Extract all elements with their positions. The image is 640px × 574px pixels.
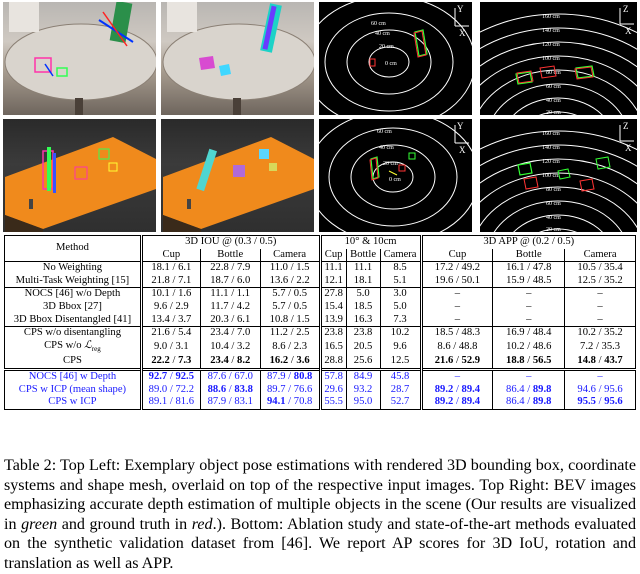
bev2-ring-80: 80 cm [546, 70, 561, 76]
bev2-axis-z: Z [623, 4, 629, 14]
bev3-axis-x: X [459, 145, 466, 155]
bev3-ring-20: 20 cm [383, 161, 398, 167]
cell-value: 9.0 / 3.1 [141, 340, 200, 356]
bev2-ring-20: 20 cm [546, 110, 561, 115]
row-method: CPS w ICP (mean shape) [18, 383, 127, 395]
figure-grid [3, 2, 637, 232]
scene-render-4 [161, 119, 314, 232]
cell-value: 84.9 [346, 370, 380, 384]
table-row [5, 370, 636, 384]
cell-value: 11.0 / 1.5 [260, 262, 320, 275]
cell-value: 10.5 / 35.4 [565, 262, 636, 275]
cell-value: 18.5 / 48.3 [421, 327, 493, 340]
cell-value: 8.6 / 48.8 [421, 340, 493, 356]
cell-value: 89.0 / 72.2 [141, 384, 200, 397]
cell-value: 12.1 [320, 275, 346, 288]
cell-value: 52.7 [380, 396, 421, 409]
bev4-ring-40: 40 cm [546, 215, 561, 221]
cell-value: 5.7 / 0.5 [260, 288, 320, 301]
col-bottle: Bottle [346, 249, 380, 262]
photo-table-orange-2 [161, 119, 314, 232]
figure-caption [4, 456, 636, 574]
cell-value: – [493, 314, 565, 327]
cell-value: 10.2 [380, 327, 421, 340]
bev1-axis-x: X [459, 28, 466, 38]
cell-value: 8.5 [380, 262, 421, 275]
cell-value: 89.2 / 89.4 [421, 384, 493, 397]
bev-top-right [480, 2, 637, 115]
cell-value: 25.6 [346, 355, 380, 369]
bev4-ring-80: 80 cm [546, 187, 561, 193]
bev-bottom-left [319, 119, 472, 232]
col-cup: Cup [141, 249, 200, 262]
scene-render-2 [161, 2, 314, 115]
cell-value: 5.7 / 0.5 [260, 301, 320, 314]
table-row [5, 340, 636, 356]
row-method: CPS w/o disentangling [5, 327, 142, 340]
cell-value: 21.6 / 5.4 [141, 327, 200, 340]
cell-value: – [421, 370, 493, 384]
cell-value: 9.6 [380, 340, 421, 356]
cell-value: 89.7 / 76.6 [260, 384, 320, 397]
cell-value: 95.0 [346, 396, 380, 409]
photo-table-round-2 [161, 2, 314, 115]
bev4-ring-100: 100 cm [542, 173, 560, 179]
bev3-ring-40: 40 cm [379, 145, 394, 151]
cell-value: 13.9 [320, 314, 346, 327]
cell-value: 10.2 / 48.6 [493, 340, 565, 356]
cell-value: 10.4 / 3.2 [200, 340, 260, 356]
cell-value: 87.6 / 67.0 [200, 370, 260, 384]
table-row [5, 396, 636, 409]
cell-value: 45.8 [380, 370, 421, 384]
cell-value: 28.8 [320, 355, 346, 369]
col-camera: Camera [260, 249, 320, 262]
cell-value: 11.2 / 2.5 [260, 327, 320, 340]
cell-value: – [421, 288, 493, 301]
table-row [5, 301, 636, 314]
table-row [5, 314, 636, 327]
col-cup: Cup [421, 249, 493, 262]
cell-value: 16.5 [320, 340, 346, 356]
ablation-table [4, 235, 636, 410]
bev3-ring-60: 60 cm [377, 129, 392, 135]
cell-value: 20.3 / 6.1 [200, 314, 260, 327]
cell-value: 17.2 / 49.2 [421, 262, 493, 275]
row-method: 3D Bbox [27] [43, 300, 102, 312]
col-camera: Camera [565, 249, 636, 262]
col-bottle: Bottle [493, 249, 565, 262]
cell-value: 86.4 / 89.8 [493, 396, 565, 409]
bev3-axis-y: Y [457, 121, 464, 131]
bev-bottom-right [480, 119, 637, 232]
cell-value: 23.4 / 8.2 [200, 355, 260, 369]
cell-value: 55.5 [320, 396, 346, 409]
bev1-ring-0: 0 cm [385, 61, 397, 67]
table-row [5, 275, 636, 288]
cell-value: 95.5 / 95.6 [565, 396, 636, 409]
cell-value: – [565, 314, 636, 327]
bev1-ring-40: 40 cm [375, 31, 390, 37]
bev2-ring-40: 40 cm [546, 98, 561, 104]
bev2-ring-140: 140 cm [542, 28, 560, 34]
cell-value: 8.6 / 2.3 [260, 340, 320, 356]
cell-value: 11.1 [320, 262, 346, 275]
bev2-axis-x: X [625, 26, 632, 36]
table-row [5, 262, 636, 275]
cell-value: – [493, 370, 565, 384]
bev4-ring-120: 120 cm [542, 159, 560, 165]
col-camera: Camera [380, 249, 421, 262]
table-row [5, 327, 636, 340]
bev4-ring-60: 60 cm [546, 201, 561, 207]
bev2-ring-60: 60 cm [546, 84, 561, 90]
bev2-ring-100: 100 cm [542, 56, 560, 62]
cell-value: 16.3 [346, 314, 380, 327]
cell-value: – [421, 314, 493, 327]
cell-value: 94.1 / 70.8 [260, 396, 320, 409]
cell-value: 86.4 / 89.8 [493, 384, 565, 397]
cell-value: 18.8 / 56.5 [493, 355, 565, 369]
cell-value: – [565, 370, 636, 384]
cell-value: 11.1 [346, 262, 380, 275]
cell-value: 18.5 [346, 301, 380, 314]
cell-value: 11.1 / 1.1 [200, 288, 260, 301]
row-method: CPS w/o ℒ$_{reg}$ [44, 339, 101, 353]
caption-green: green [21, 515, 58, 533]
cell-value: 18.7 / 6.0 [200, 275, 260, 288]
cell-value: 12.5 [380, 355, 421, 369]
bev4-axis-z: Z [623, 121, 629, 131]
cell-value: 22.8 / 7.9 [200, 262, 260, 275]
photo-table-orange-1 [3, 119, 156, 232]
col-bottle: Bottle [200, 249, 260, 262]
caption-red: red [191, 515, 213, 533]
row-method: NOCS [46] w Depth [5, 370, 142, 384]
cell-value: 18.1 / 6.1 [141, 262, 200, 275]
row-method: CPS [63, 355, 82, 367]
cell-value: 87.9 / 83.1 [200, 396, 260, 409]
cell-value: 5.0 [380, 301, 421, 314]
header-rot-trans: 10° & 10cm [320, 236, 421, 249]
row-method: CPS w ICP [48, 396, 97, 408]
cell-value: 7.2 / 35.3 [565, 340, 636, 356]
caption-part-1: Table 2: Top Left: Exemplary object pose estimations with rendered 3D bounding box, coordinate systems and shape mesh, overlaid on top of the respective input images. Top Right: BEV images emphasizing accurate depth estimation of multiple objects in the scene (Our results are visualized in [4, 457, 636, 533]
cell-value: 15.4 [320, 301, 346, 314]
photo-table-round-1 [3, 2, 156, 115]
cell-value: 3.0 [380, 288, 421, 301]
row-method: NOCS [46] w/o Depth [5, 288, 142, 301]
cell-value: 57.8 [320, 370, 346, 384]
cell-value: 27.8 [320, 288, 346, 301]
cell-value: 88.6 / 83.8 [200, 384, 260, 397]
bev-rings-2 [480, 2, 637, 115]
bev4-ring-140: 140 cm [542, 145, 560, 151]
caption-part-2: and ground truth in [57, 515, 192, 533]
bev-rings-4 [480, 119, 637, 232]
table-row [5, 384, 636, 397]
cell-value: 22.2 / 7.3 [141, 355, 200, 369]
header-3d-iou: 3D IOU @ (0.3 / 0.5) [141, 236, 320, 249]
table-row [5, 355, 636, 369]
bev4-ring-160: 160 cm [542, 131, 560, 137]
row-method: Multi-Task Weighting [15] [15, 274, 130, 286]
bev2-ring-160: 160 cm [542, 14, 560, 20]
cell-value: – [421, 301, 493, 314]
cell-value: 5.0 [346, 288, 380, 301]
bev-rings-3 [319, 119, 472, 232]
cell-value: 23.8 [320, 327, 346, 340]
cell-value: 16.9 / 48.4 [493, 327, 565, 340]
bev-rings-1 [319, 2, 472, 115]
cell-value: – [565, 301, 636, 314]
cell-value: 13.6 / 2.2 [260, 275, 320, 288]
bev1-ring-20: 20 cm [379, 44, 394, 50]
cell-value: 89.2 / 89.4 [421, 396, 493, 409]
cell-value: 19.6 / 50.1 [421, 275, 493, 288]
cell-value: 18.1 [346, 275, 380, 288]
table-row [5, 288, 636, 301]
cell-value: 87.9 / 80.8 [260, 370, 320, 384]
cell-value: 21.6 / 52.9 [421, 355, 493, 369]
header-method: Method [55, 242, 89, 254]
scene-render-3 [3, 119, 156, 232]
cell-value: 92.7 / 92.5 [141, 370, 200, 384]
cell-value: 10.8 / 1.5 [260, 314, 320, 327]
cell-value: 89.1 / 81.6 [141, 396, 200, 409]
cell-value: 29.6 [320, 384, 346, 397]
cell-value: 23.8 [346, 327, 380, 340]
bev1-ring-60: 60 cm [371, 21, 386, 27]
cell-value: 10.2 / 35.2 [565, 327, 636, 340]
scene-render-1 [3, 2, 156, 115]
bev-top-left [319, 2, 472, 115]
cell-value: 21.8 / 7.1 [141, 275, 200, 288]
cell-value: 16.2 / 3.6 [260, 355, 320, 369]
cell-value: 14.8 / 43.7 [565, 355, 636, 369]
cell-value: 12.5 / 35.2 [565, 275, 636, 288]
bev3-ring-0: 0 cm [389, 177, 401, 183]
cell-value: 10.1 / 1.6 [141, 288, 200, 301]
cell-value: 94.6 / 95.6 [565, 384, 636, 397]
cell-value: 15.9 / 48.5 [493, 275, 565, 288]
row-method: 3D Bbox Disentangled [41] [13, 313, 132, 325]
cell-value: 16.1 / 47.8 [493, 262, 565, 275]
cell-value: 7.3 [380, 314, 421, 327]
cell-value: – [493, 288, 565, 301]
cell-value: 20.5 [346, 340, 380, 356]
caption-part-3: .). Bottom: Ablation study and state-of-the-art methods evaluated on the synthetic validation dataset from [46]. We report AP scores for 3D IoU, rotation and translation as well as APP. [4, 515, 637, 572]
cell-value: 13.4 / 3.7 [141, 314, 200, 327]
bev2-ring-120: 120 cm [542, 42, 560, 48]
cell-value: 5.1 [380, 275, 421, 288]
bev4-axis-x: X [625, 143, 632, 153]
cell-value: 93.2 [346, 384, 380, 397]
cell-value: – [565, 288, 636, 301]
bev4-ring-20: 20 cm [546, 227, 561, 232]
cell-value: 11.7 / 4.2 [200, 301, 260, 314]
cell-value: 9.6 / 2.9 [141, 301, 200, 314]
cell-value: 28.7 [380, 384, 421, 397]
header-3d-app: 3D APP @ (0.2 / 0.5) [421, 236, 635, 249]
col-cup: Cup [320, 249, 346, 262]
cell-value: 23.4 / 7.0 [200, 327, 260, 340]
bev1-axis-y: Y [457, 4, 464, 14]
cell-value: – [493, 301, 565, 314]
row-method: No Weighting [42, 262, 103, 274]
